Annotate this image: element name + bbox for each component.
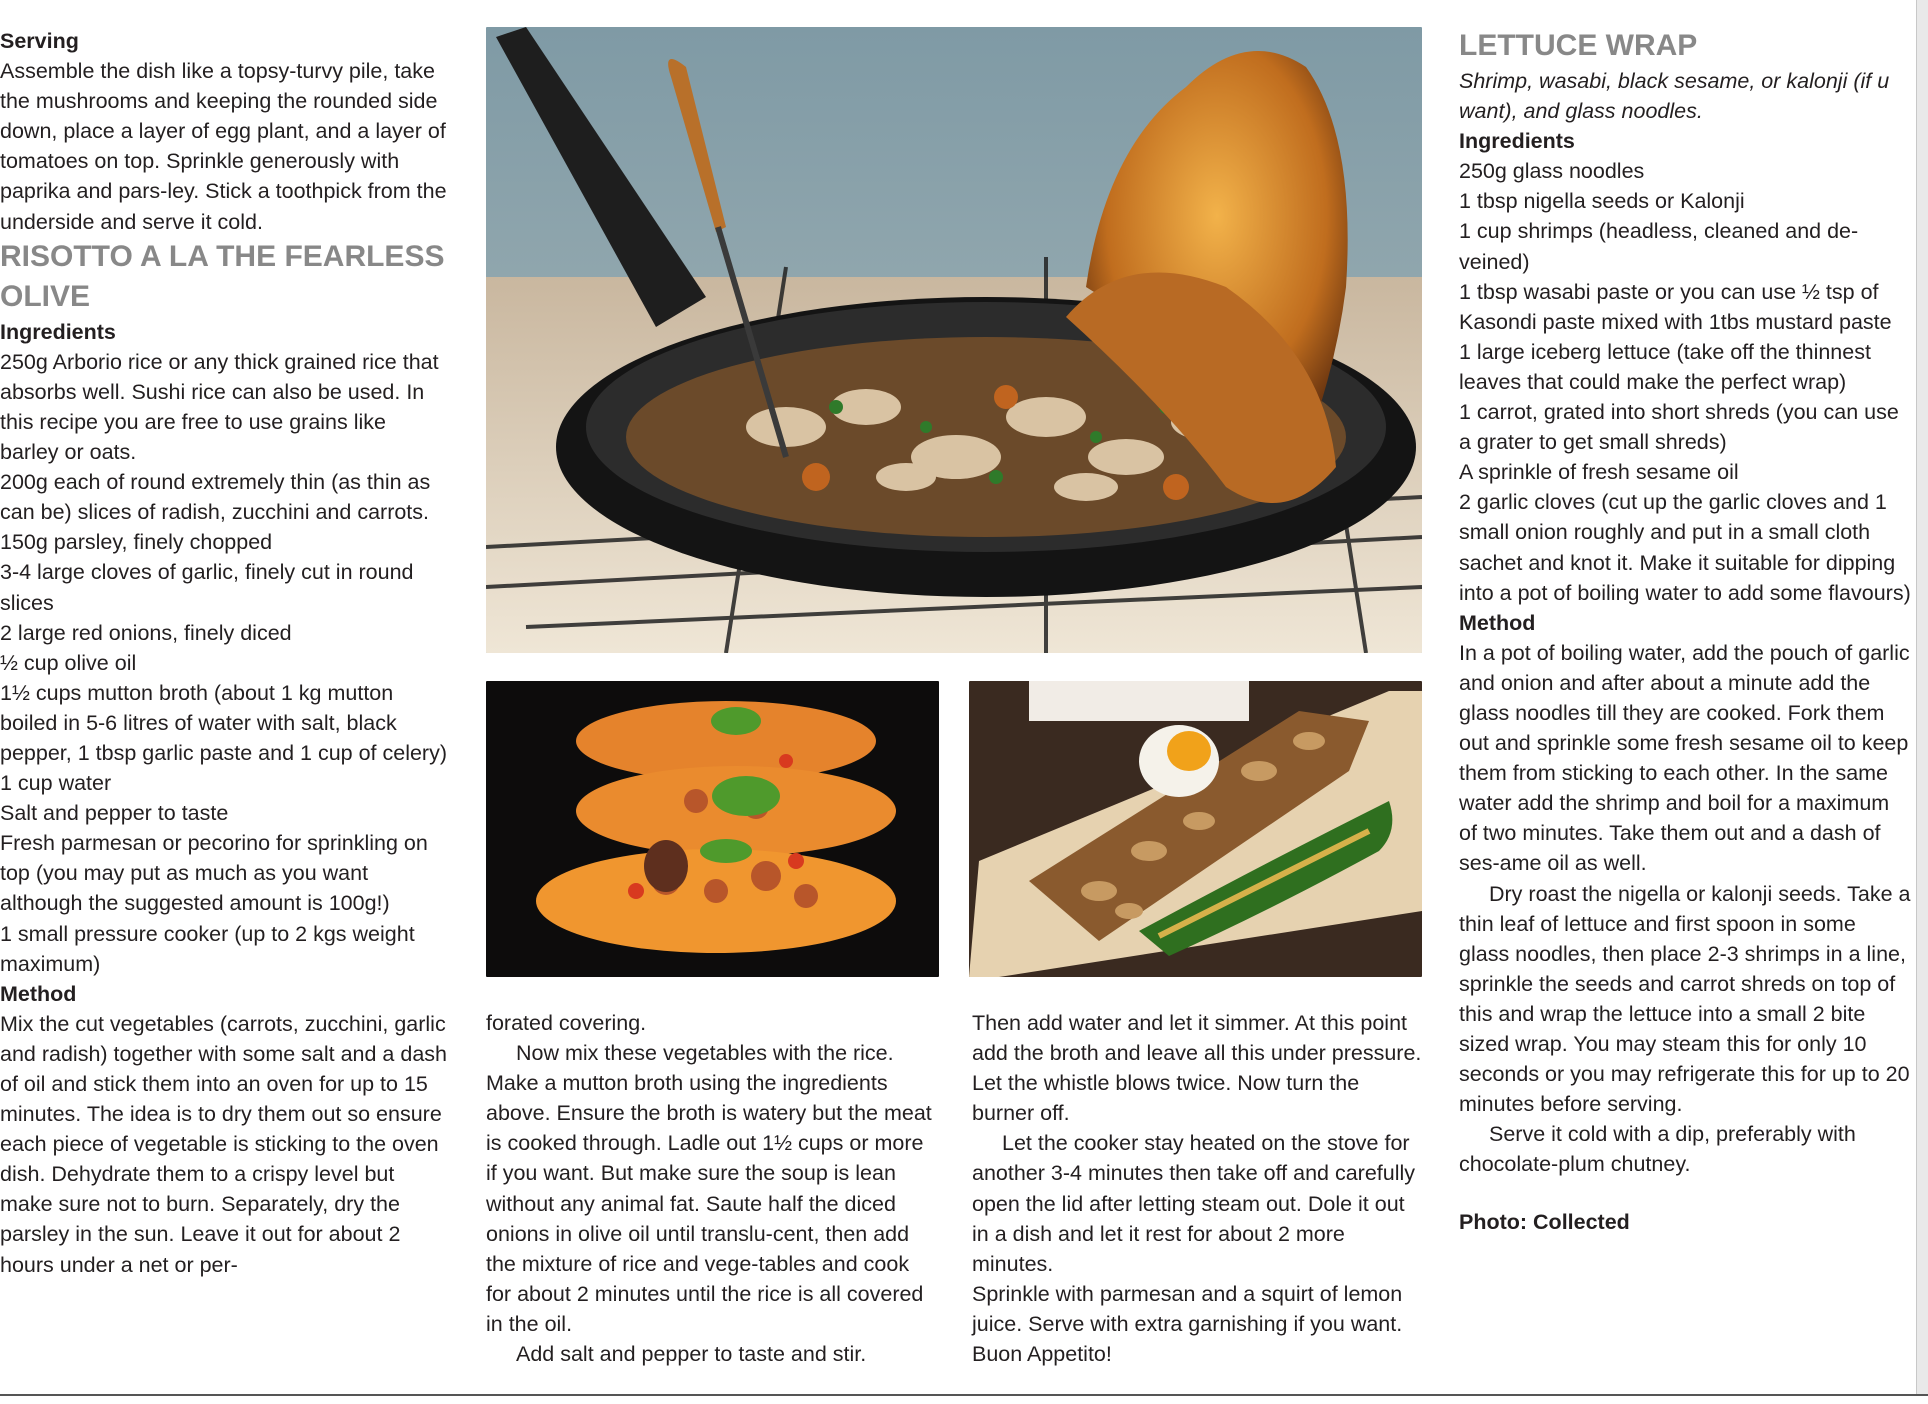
mushroom-bruschetta-photo <box>486 681 939 977</box>
method-paragraph: Dry roast the nigella or kalonji seeds. Take a thin leaf of lettuce and first spoon in some glass noodles, then place 2-3 shrimps in a line, sprinkle the seeds and carrot shreds on top of this and wrap the lettuce into a small 2 bite sized wrap. You may steam this for only 10 seconds or you may refrigerate this for up to 20 minutes before serving. <box>1459 881 1911 1117</box>
toast-illustration <box>969 681 1422 977</box>
skillet-illustration <box>486 27 1422 653</box>
column-risotto-finish <box>972 1008 1422 1369</box>
ingredient-line: 1 small pressure cooker (up to 2 kgs weight maximum) <box>0 921 415 976</box>
lettuce-wrap-dek: Shrimp, wasabi, black sesame, or kalonji (if u want), and glass noodles. <box>1459 69 1890 124</box>
ingredient-line: A sprinkle of fresh sesame oil <box>1459 460 1739 485</box>
lettuce-method-heading: Method <box>1459 610 1536 635</box>
ingredient-line: 1½ cups mutton broth (about 1 kg mutton boiled in 5-6 litres of water with salt, black pepper, 1 tbsp garlic paste and 1 cup of celery) <box>0 680 447 765</box>
method-paragraph: In a pot of boiling water, add the pouch of garlic and onion and after about a minute add the glass noodles till they are cooked. Fork them out and sprinkle some fresh sesame oil to keep them from sticking to each other. In the same water add the shrimp and boil for a maximum of two minutes. Take them out and a dash of ses-ame oil as well. <box>1459 640 1910 876</box>
ingredient-line: 2 large red onions, finely diced <box>0 620 292 645</box>
risotto-title: RISOTTO A LA THE FEARLESS OLIVE <box>0 239 445 313</box>
column-risotto <box>0 26 448 1280</box>
ingredient-line: 2 garlic cloves (cut up the garlic cloves and 1 small onion roughly and put in a small cloth sachet and knot it. Make it suitable for dipping into a pot of boiling water to add some flavours) <box>1459 490 1911 605</box>
ingredient-line: 150g parsley, finely chopped <box>0 530 273 555</box>
photo-credit: Photo: Collected <box>1459 1210 1630 1235</box>
risotto-method-heading: Method <box>0 981 77 1006</box>
ingredient-line: 250g glass noodles <box>1459 159 1645 184</box>
column-risotto-continued <box>486 1008 936 1369</box>
risotto-method-text: Mix the cut vegetables (carrots, zucchini, garlic and radish) together with some salt and a dash of oil and stick them into an oven for up to 15 minutes. The idea is to dry them out so ensure each piece of vegetable is sticking to the oven dish. Dehydrate them to a crispy level but make sure not to burn. Separately, dry the parsley in the sun. Leave it out for about 2 hours under a net or per- <box>0 1011 447 1277</box>
bruschetta-illustration <box>486 681 939 977</box>
body-paragraph: Let the cooker stay heated on the stove for another 3-4 minutes then take off and carefully open the lid after letting steam out. Dole it out in a dish and let it rest for about 2 more minutes. <box>972 1131 1416 1276</box>
risotto-ingredients-heading: Ingredients <box>0 319 116 344</box>
method-paragraph: Serve it cold with a dip, preferably with chocolate-plum chutney. <box>1459 1122 1856 1177</box>
body-paragraph: Sprinkle with parmesan and a squirt of lemon juice. Serve with extra garnishing if you want. Buon Appetito! <box>972 1281 1403 1367</box>
ingredient-line: 1 large iceberg lettuce (take off the thinnest leaves that could make the perfect wrap) <box>1459 339 1871 394</box>
ingredient-line: 200g each of round extremely thin (as thin as can be) slices of radish, zucchini and carrots. <box>0 470 431 525</box>
ingredient-line: 3-4 large cloves of garlic, finely cut in round slices <box>0 560 414 615</box>
ingredient-line: ½ cup olive oil <box>0 650 137 675</box>
page-edge <box>1916 0 1928 1394</box>
ingredient-line: Fresh parmesan or pecorino for sprinkling on top (you may put as much as you want although the suggested amount is 100g!) <box>0 831 428 916</box>
body-paragraph: Now mix these vegetables with the rice. Make a mutton broth using the ingredients above. Ensure the broth is watery but the meat is cooked through. Ladle out 1½ cups or more if you want. But make sure the soup is lean without any animal fat. Saute half the diced onions in olive oil until translu-cent, then add the mixture of rice and vege-tables and cook for about 2 minutes until the rice is all covered in the oil. <box>486 1041 932 1336</box>
body-paragraph: Then add water and let it simmer. At this point add the broth and leave all this under pressure. Let the whistle blows twice. Now turn the burner off. <box>972 1011 1422 1126</box>
serving-text: Assemble the dish like a topsy-turvy pile, take the mushrooms and keeping the rounded side down, place a layer of egg plant, and a layer of tomatoes on top. Sprinkle generously with paprika and pars-ley. Stick a toothpick from the underside and serve it cold. <box>0 59 447 234</box>
mushroom-skillet-photo <box>486 27 1422 653</box>
body-paragraph: Add salt and pepper to taste and stir. <box>516 1342 867 1367</box>
column-lettuce-wrap <box>1459 26 1911 1238</box>
lettuce-ingredients-heading: Ingredients <box>1459 129 1575 154</box>
mushroom-toast-egg-photo <box>969 681 1422 977</box>
ingredient-line: 1 tbsp nigella seeds or Kalonji <box>1459 189 1745 214</box>
ingredient-line: 1 carrot, grated into short shreds (you can use a grater to get small shreds) <box>1459 400 1899 455</box>
serving-heading: Serving <box>0 29 79 53</box>
ingredient-line: 1 tbsp wasabi paste or you can use ½ tsp of Kasondi paste mixed with 1tbs mustard paste <box>1459 279 1892 334</box>
bottom-rule <box>0 1394 1928 1396</box>
body-paragraph: forated covering. <box>486 1011 647 1035</box>
ingredient-line: Salt and pepper to taste <box>0 801 229 826</box>
lettuce-wrap-title: LETTUCE WRAP <box>1459 29 1698 62</box>
ingredient-line: 1 cup water <box>0 771 112 796</box>
ingredient-line: 250g Arborio rice or any thick grained rice that absorbs well. Sushi rice can also be used. In this recipe you are free to use grains like barley or oats. <box>0 349 439 465</box>
ingredient-line: 1 cup shrimps (headless, cleaned and de-veined) <box>1459 219 1859 274</box>
